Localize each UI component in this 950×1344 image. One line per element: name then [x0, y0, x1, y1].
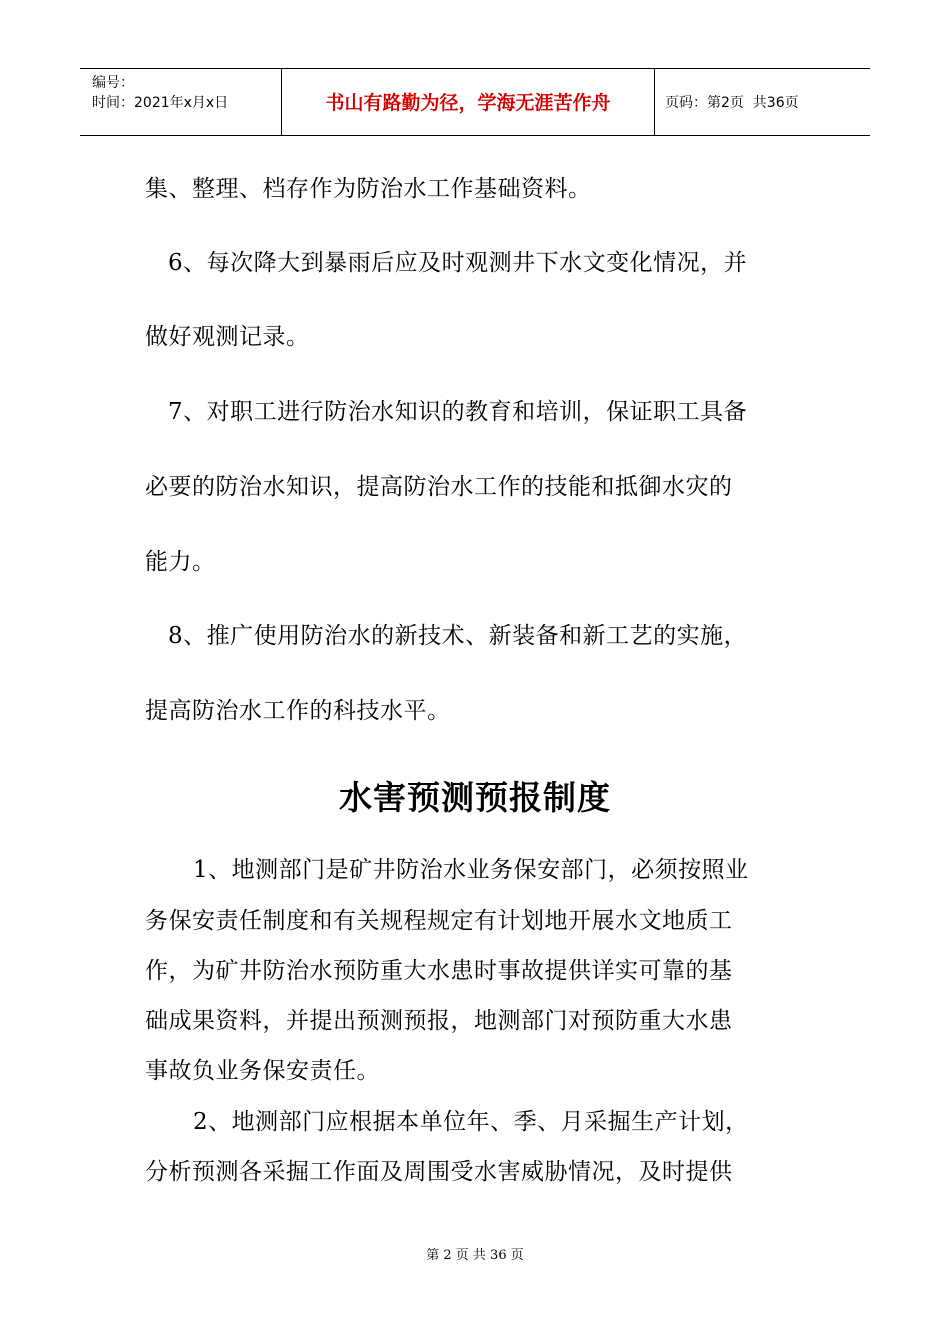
paragraph-line: 务保安责任制度和有关规程规定有计划地开展水文地质工	[145, 908, 733, 934]
paragraph-line: 能力。	[145, 549, 216, 575]
header-motto: 书山有路勤为径，学海无涯苦作舟	[325, 92, 611, 114]
paragraph-line: 8、推广使用防治水的新技术、新装备和新工艺的实施，	[168, 623, 748, 649]
paragraph-line: 1、地测部门是矿井防治水业务保安部门，必须按照业	[193, 857, 749, 883]
paragraph-line: 分析预测各采掘工作面及周围受水害威胁情况，及时提供	[145, 1159, 733, 1185]
paragraph-line: 作，为矿井防治水预防重大水患时事故提供详实可靠的基	[145, 958, 733, 984]
paragraph-line: 2、地测部门应根据本单位年、季、月采掘生产计划，	[193, 1109, 749, 1135]
paragraph-line: 必要的防治水知识，提高防治水工作的技能和抵御水灾的	[145, 474, 733, 500]
section-title: 水害预测预报制度	[339, 778, 611, 817]
paragraph-line: 事故负业务保安责任。	[145, 1058, 380, 1084]
header-page-label: 页码：第2页 共36页	[665, 95, 799, 111]
page-header	[80, 68, 870, 136]
header-divider	[654, 69, 655, 135]
header-meta	[92, 73, 228, 113]
page-footer: 第 2 页 共 36 页	[426, 1248, 524, 1263]
paragraph-line: 础成果资料，并提出预测预报，地测部门对预防重大水患	[145, 1008, 733, 1034]
paragraph-line: 7、对职工进行防治水知识的教育和培训，保证职工具备	[168, 399, 748, 425]
header-date-label: 时间：2021年x月x日	[92, 95, 229, 111]
paragraph-line: 做好观测记录。	[145, 324, 310, 350]
header-number-label: 编号：	[92, 75, 134, 91]
paragraph-line: 6、每次降大到暴雨后应及时观测井下水文变化情况，并	[168, 250, 748, 276]
paragraph-line: 提高防治水工作的科技水平。	[145, 698, 451, 724]
paragraph-line: 集、整理、档存作为防治水工作基础资料。	[145, 176, 592, 202]
